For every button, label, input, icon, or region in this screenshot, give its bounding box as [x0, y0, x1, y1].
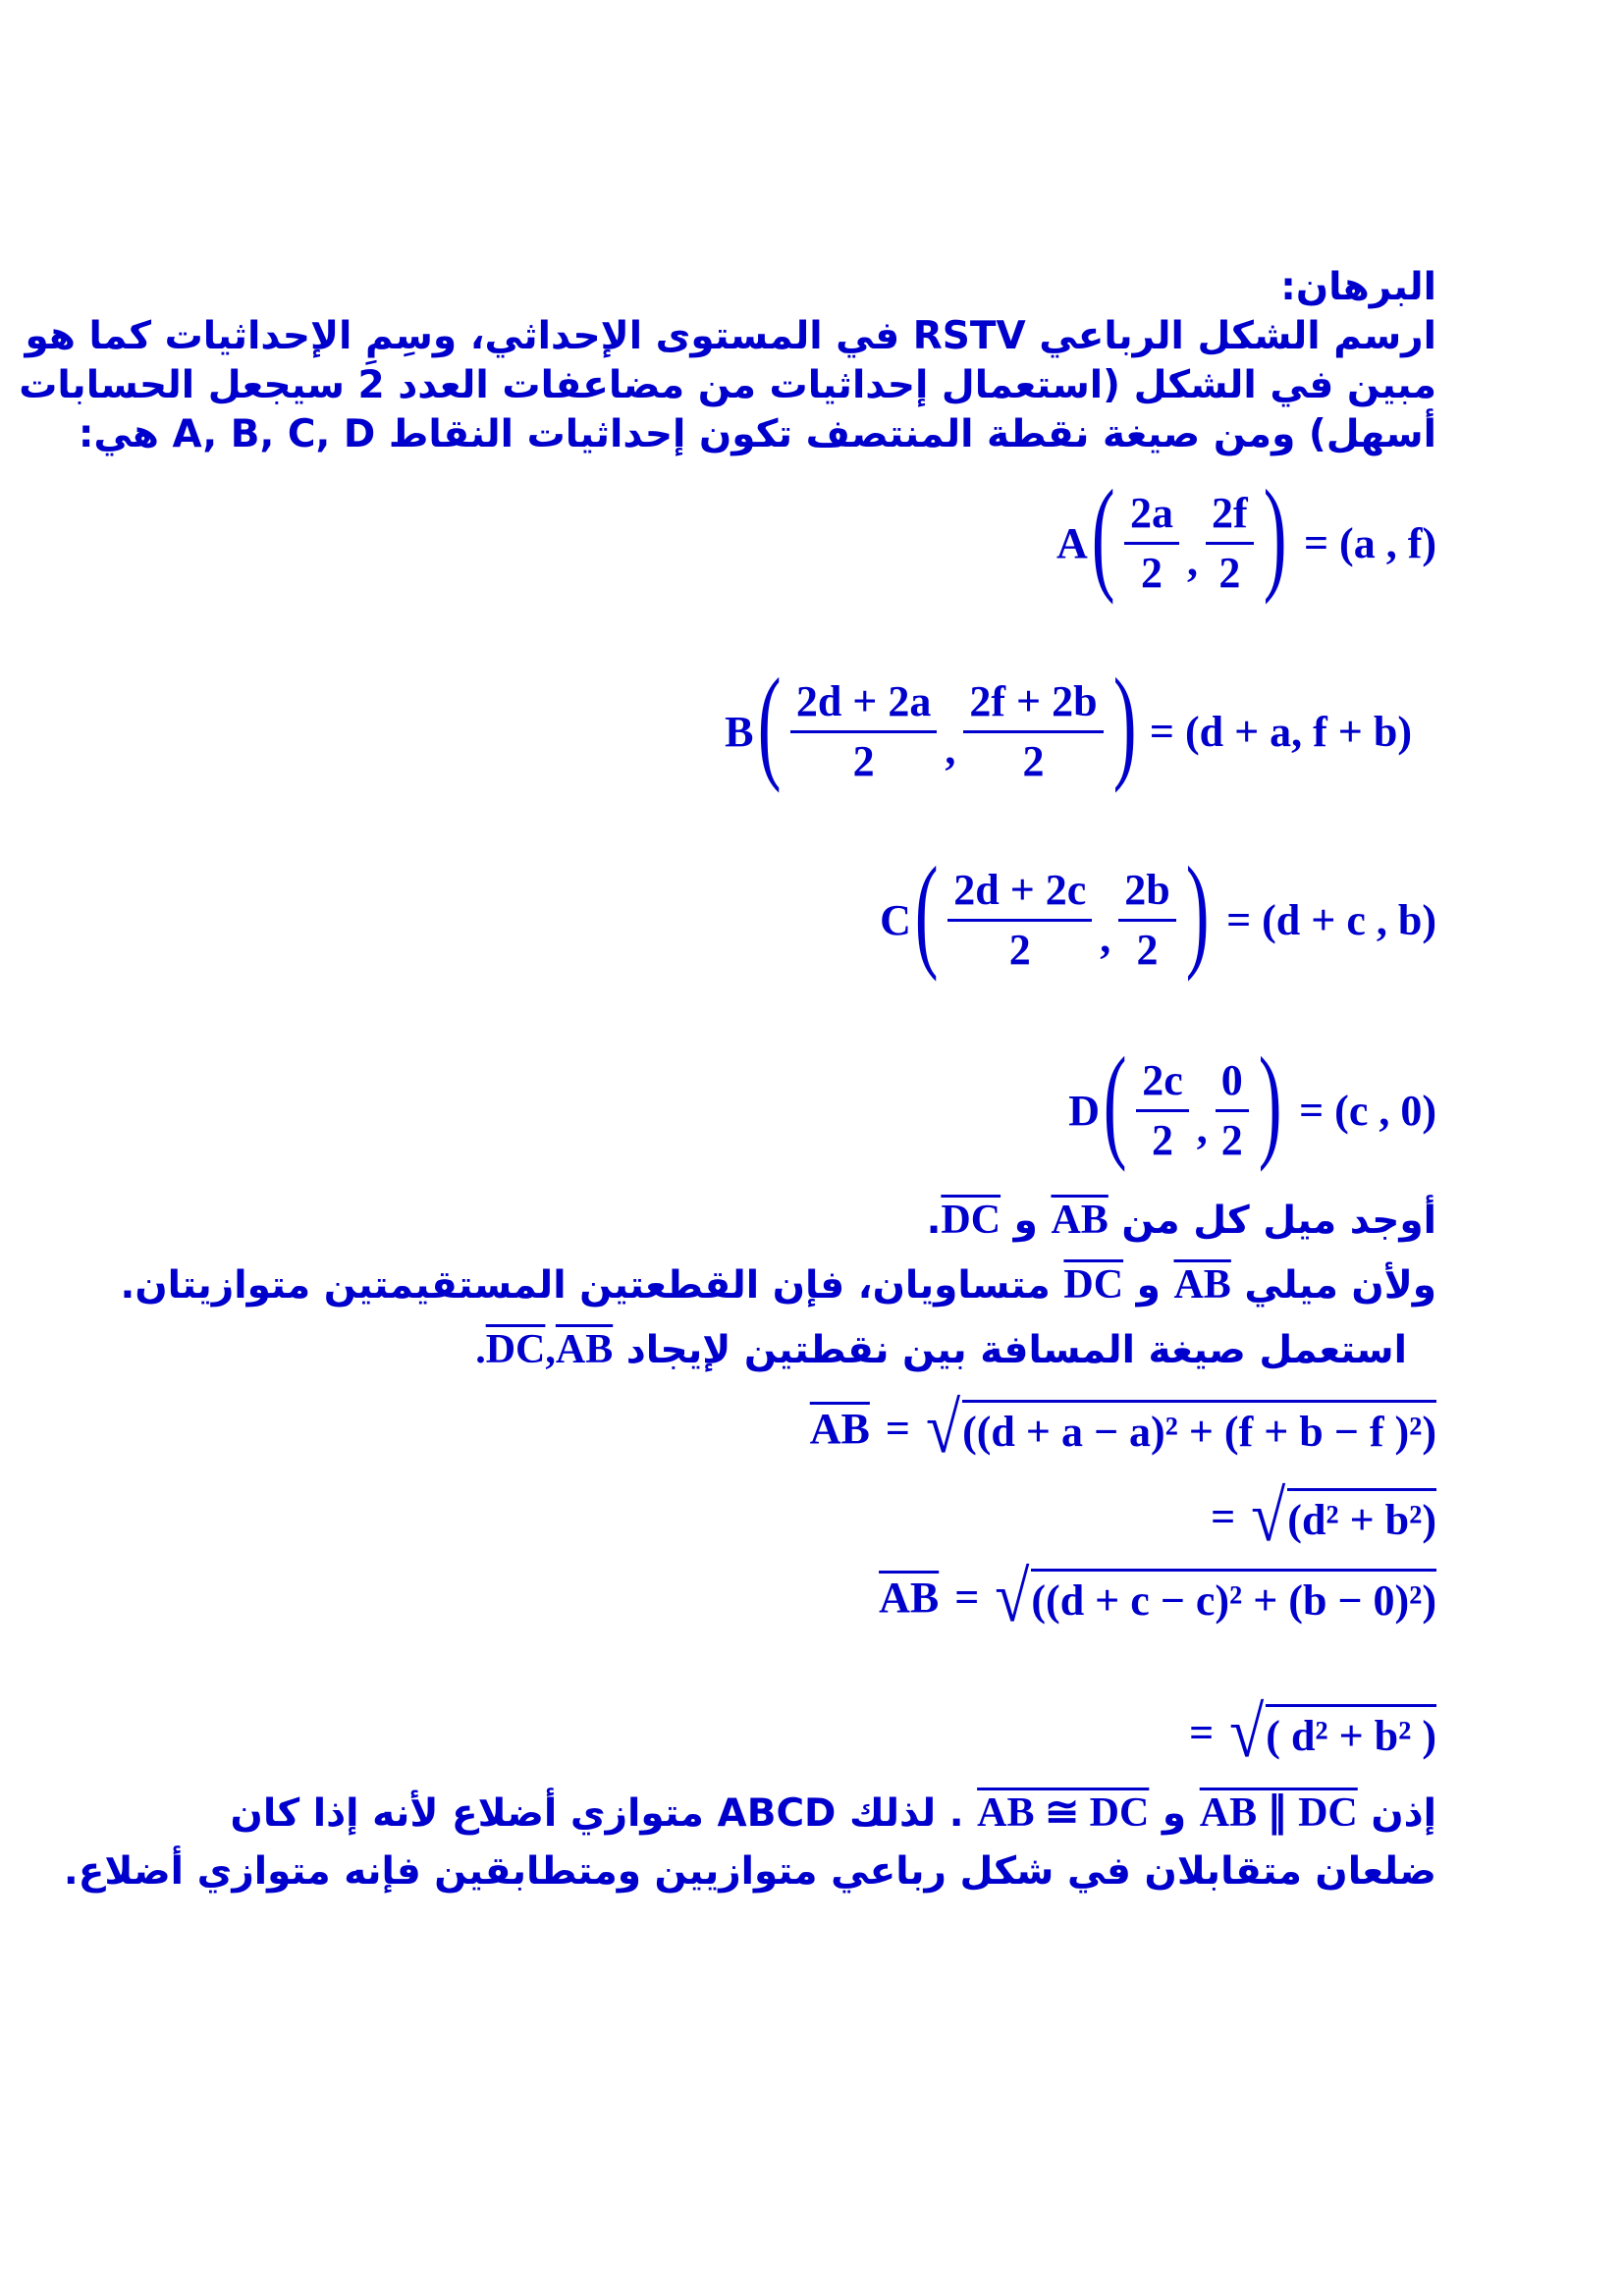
midpoint-b: B ( $\frac{2d + 2a}{2}$ , $\frac{2f + 2b}{2}$ ) = (d + a, f + b)	[725, 653, 1412, 794]
intro-line-3: أسهل) ومن صيغة نقطة المنتصف تكون إحداثيات النقاط A, B, C, D هي:	[78, 412, 1436, 456]
point-result: = (d + c , b)	[1226, 895, 1436, 944]
segment-ab: AB	[1051, 1198, 1109, 1243]
slope-line-1: أوجد ميل كل من AB و DC.	[926, 1198, 1436, 1243]
segment-ab: AB	[1173, 1262, 1231, 1308]
fraction: $\frac{2d + 2c}{2}$	[947, 868, 1092, 973]
fraction: $\frac{2f + 2b}{2}$	[963, 679, 1103, 784]
left-paren: (	[914, 841, 939, 983]
intro-line-2: مبين في الشكل (استعمال إحداثيات من مضاعفات العدد 2 سيجعل الحسابات	[19, 363, 1436, 407]
conclusion-line-1: إذن AB ∥ DC و AB ≅ DC . لذلك ABCD متوازي أضلاع لأنه إذا كان	[230, 1790, 1436, 1836]
segment-ab: AB	[555, 1327, 614, 1372]
midpoint-a: A ( $\frac{2a}{2}$ , $\frac{2f}{2}$ ) = (a , f)	[1055, 464, 1436, 606]
fraction: $\frac{2a}{2}$	[1124, 491, 1179, 596]
equation-dc-1: $\overline{AB}$ = √ ((d + c − c)² + (b − 0)²)	[879, 1561, 1436, 1633]
intro-line-1: ارسم الشكل الرباعي RSTV في المستوى الإحداثي، وسِمِ الإحداثيات كما هو	[25, 314, 1436, 358]
point-label: B	[725, 707, 754, 756]
distance-line: استعمل صيغة المسافة بين نقطتين لإيجاد DC,AB.	[475, 1327, 1407, 1372]
radicand: ((d + a − a)² + (f + b − f )²)	[962, 1400, 1436, 1457]
segment-dc: DC	[485, 1327, 546, 1372]
right-paren: )	[1112, 653, 1137, 794]
segment-dc: DC	[1063, 1262, 1124, 1308]
segment-dc: DC	[941, 1198, 1001, 1243]
midpoint-d: D ( $\frac{2c}{2}$ , $\frac{0}{2}$ ) = (c , 0)	[1068, 1032, 1436, 1173]
left-paren: (	[1091, 464, 1115, 606]
fraction: $\frac{2f}{2}$	[1206, 491, 1254, 596]
right-paren: )	[1185, 841, 1210, 983]
sqrt-symbol: √	[995, 1556, 1030, 1637]
left-paren: (	[757, 653, 782, 794]
sqrt-symbol: √	[925, 1387, 961, 1468]
right-paren: )	[1263, 464, 1287, 606]
equation-ab-1: $\overline{AB}$ = √ ((d + a − a)² + (f + b − f )²)	[810, 1392, 1436, 1465]
radicand: ( d² + b² )	[1266, 1704, 1436, 1761]
radicand: ((d + c − c)² + (b − 0)²)	[1031, 1569, 1436, 1626]
point-result: = (c , 0)	[1299, 1086, 1436, 1135]
proof-title: البرهان:	[1280, 265, 1436, 309]
equation-dc-2: = √ ( d² + b² )	[1189, 1696, 1436, 1769]
fraction: $\frac{2d + 2a}{2}$	[790, 679, 938, 784]
point-label: C	[880, 895, 911, 944]
right-paren: )	[1258, 1032, 1282, 1173]
sqrt-symbol: √	[1229, 1691, 1265, 1773]
slope-line-2: ولأن ميلي AB و DC متساويان، فإن القطعتين المستقيمتين متوازيتان.	[120, 1262, 1436, 1308]
point-label: A	[1055, 518, 1088, 567]
point-label: D	[1068, 1086, 1100, 1135]
fraction: $\frac{0}{2}$	[1216, 1058, 1249, 1163]
point-result: = (a , f)	[1303, 518, 1436, 567]
conclusion-line-2: ضلعان متقابلان في شكل رباعي متوازيين ومتطابقين فإنه متوازي أضلاع.	[63, 1849, 1436, 1894]
point-result: = (d + a, f + b)	[1149, 707, 1412, 756]
radicand: (d² + b²)	[1287, 1488, 1436, 1545]
equation-ab-2: = √ (d² + b²)	[1211, 1480, 1436, 1553]
parallel-relation: AB ∥ DC	[1199, 1790, 1358, 1836]
fraction: $\frac{2c}{2}$	[1136, 1058, 1189, 1163]
sqrt-symbol: √	[1251, 1475, 1286, 1557]
left-paren: (	[1103, 1032, 1127, 1173]
segment-dc: $\overline{AB}$	[879, 1573, 940, 1622]
midpoint-c: C ( $\frac{2d + 2c}{2}$ , $\frac{2b}{2}$ ) = (d + c , b)	[880, 841, 1436, 983]
congruent-relation: AB ≅ DC	[977, 1790, 1150, 1836]
segment-ab: $\overline{AB}$	[809, 1404, 870, 1453]
fraction: $\frac{2b}{2}$	[1118, 868, 1175, 973]
